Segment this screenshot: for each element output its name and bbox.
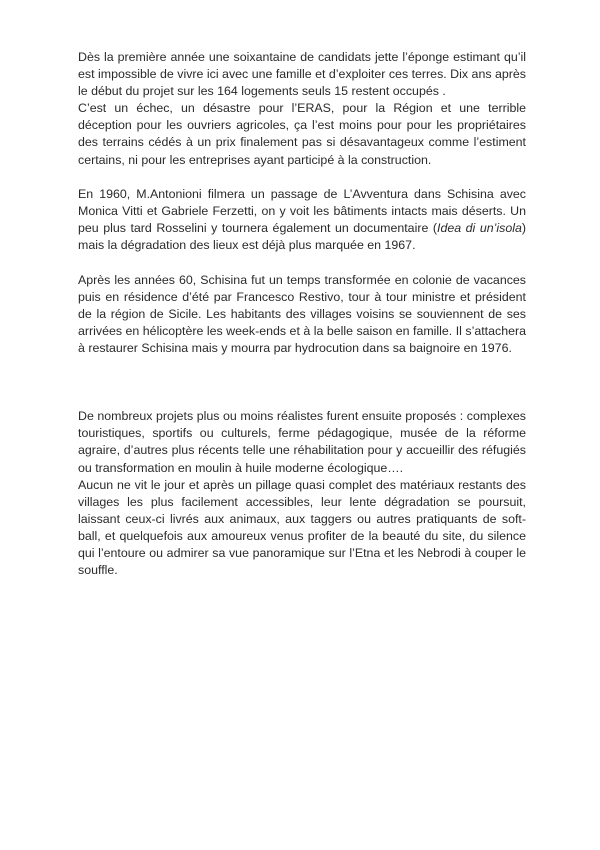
paragraph-films-text-after: ) mais la dégradation des lieux est déjà plus marquée en 1967. xyxy=(78,221,526,253)
paragraph-films xyxy=(78,186,526,254)
documentary-title: Idea di un’isola xyxy=(437,221,522,236)
paragraph-degradation: Aucun ne vit le jour et après un pillage quasi complet des matériaux restants des villages les plus facilement accessibles, leur lente dégradation se poursuit, laissant ceux-ci livrés aux animaux, aux taggers ou autres pratiquants de soft-ball, et quelquefois aux amoureux venus profiter de la beauté du site, du silence qui l’entoure ou admirer sa vue panoramique sur l’Etna et les Nebrodi à couper le souffle. xyxy=(78,477,526,578)
paragraph-abandonment: Dès la première année une soixantaine de candidats jette l’éponge estimant qu’il est impossible de vivre ici avec une famille et d’exploiter ces terres. Dix ans après le début du projet sur les 164 logements seuls 15 restent occupés . xyxy=(78,50,526,99)
paragraph-films-text-before: En 1960, M.Antonioni filmera un passage de L’Avventura dans Schisina avec Monica Vitti et Gabriele Ferzetti, on y voit les bâtiments intacts mais déserts. Un peu plus tard Rosselini y tournera également un documentaire ( xyxy=(78,187,526,236)
paragraph-projects: De nombreux projets plus ou moins réalistes furent ensuite proposés : complexes touristiques, sportifs ou culturels, ferme pédagogique, musée de la réforme agraire, d’autres plus récents telle une réhabilitation pour y accueillir des réfugiés ou transformation en moulin à huile moderne écologique…. xyxy=(78,409,526,475)
paragraph-restivo: Après les années 60, Schisina fut un temps transformée en colonie de vacances puis en résidence d’été par Francesco Restivo, tour à tour ministre et président de la région de Sicile. Les habitants des villages voisins se souviennent de ses arrivées en hélicoptère les week-ends et à la belle saison en famille. Il s’attachera à restaurer Schisina mais y mourra par hydrocution dans sa baignoire en 1976. xyxy=(78,272,526,356)
paragraph-failure: C’est un échec, un désastre pour l’ERAS, pour la Région et une terrible déception pour les ouvriers agricoles, ça l’est moins pour pour les propriétaires des terrains cédés à un prix finalement pas si désavantageux comme l’estiment certains, ni pour les entreprises ayant participé à la construction. xyxy=(78,101,526,167)
document-page xyxy=(78,49,526,597)
